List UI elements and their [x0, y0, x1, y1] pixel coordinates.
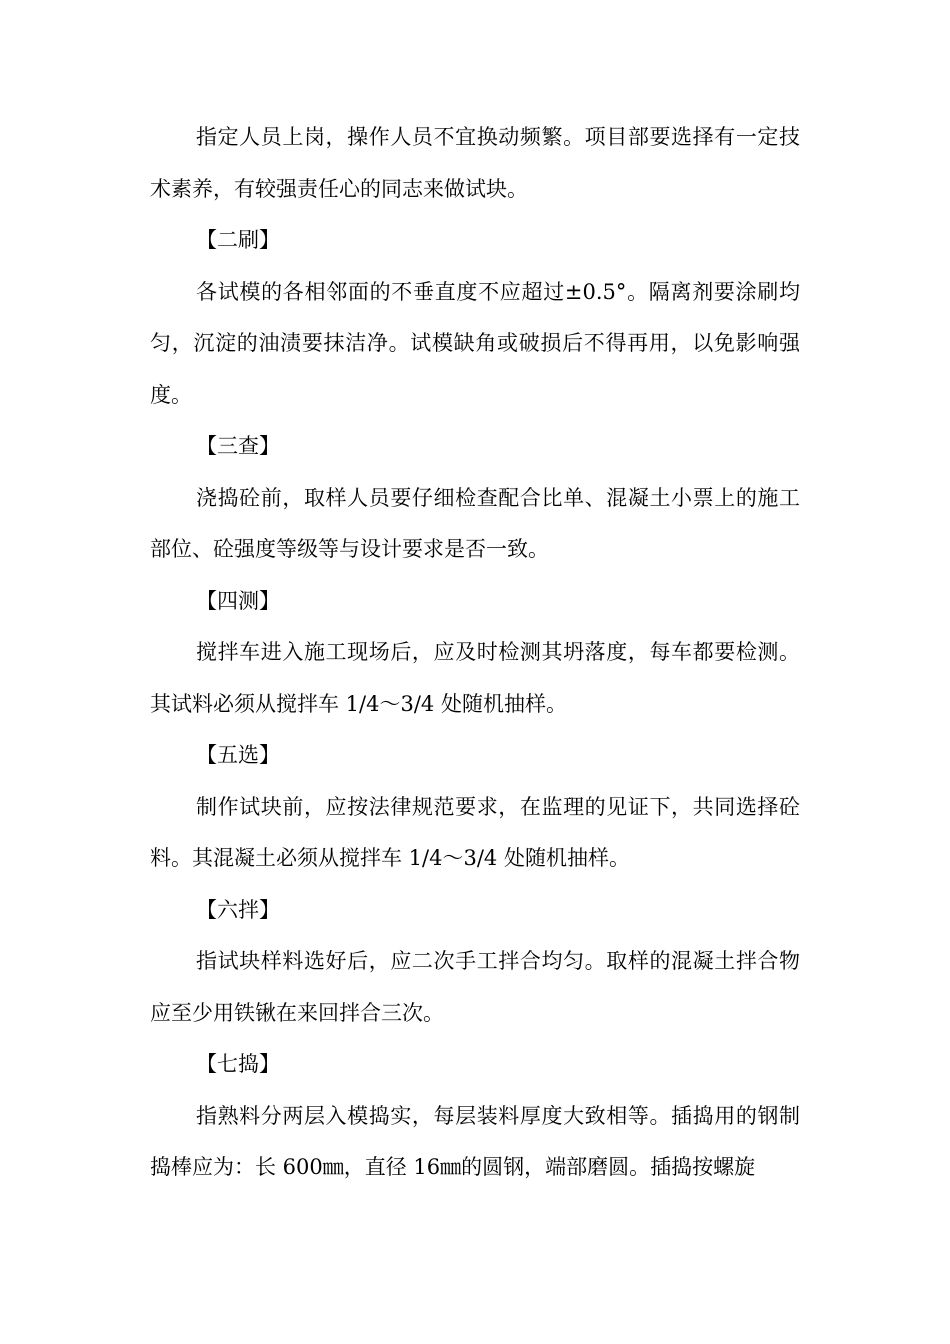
- section-heading-brush: 【二刷】: [196, 228, 280, 252]
- section-heading-check: 【三查】: [196, 434, 280, 458]
- paragraph-select: 制作试块前，应按法律规范要求，在监理的见证下，共同选择砼料。其混凝土必须从搅拌车 1/4～3/4 处随机抽样。: [150, 794, 800, 870]
- document-body: [150, 112, 800, 1194]
- section-heading-mix: 【六拌】: [196, 897, 280, 922]
- section-heading-measure: 【四测】: [196, 588, 280, 613]
- paragraph-tamp: 指熟料分两层入模捣实，每层装料厚度大致相等。插捣用的钢制捣棒应为：长 600㎜，直径 16㎜的圆钢，端部磨圆。插捣按螺旋: [150, 1103, 800, 1179]
- section-heading-select: 【五选】: [196, 743, 280, 767]
- paragraph-personnel: 指定人员上岗，操作人员不宜换动频繁。项目部要选择有一定技术素养，有较强责任心的同志来做试块。: [150, 125, 800, 201]
- section-heading-tamp: 【七捣】: [196, 1052, 280, 1076]
- paragraph-brush: 各试模的各相邻面的不垂直度不应超过±0.5°。隔离剂要涂刷均匀，沉淀的油渍要抹洁净。试模缺角或破损后不得再用，以免影响强度。: [150, 279, 800, 407]
- paragraph-check: 浇捣砼前，取样人员要仔细检查配合比单、混凝土小票上的施工部位、砼强度等级等与设计要求是否一致。: [150, 485, 800, 561]
- paragraph-mix: 指试块样料选好后，应二次手工拌合均匀。取样的混凝土拌合物应至少用铁锹在来回拌合三次。: [150, 949, 800, 1025]
- paragraph-measure: 搅拌车进入施工现场后，应及时检测其坍落度，每车都要检测。其试料必须从搅拌车 1/4～3/4 处随机抽样。: [150, 640, 800, 716]
